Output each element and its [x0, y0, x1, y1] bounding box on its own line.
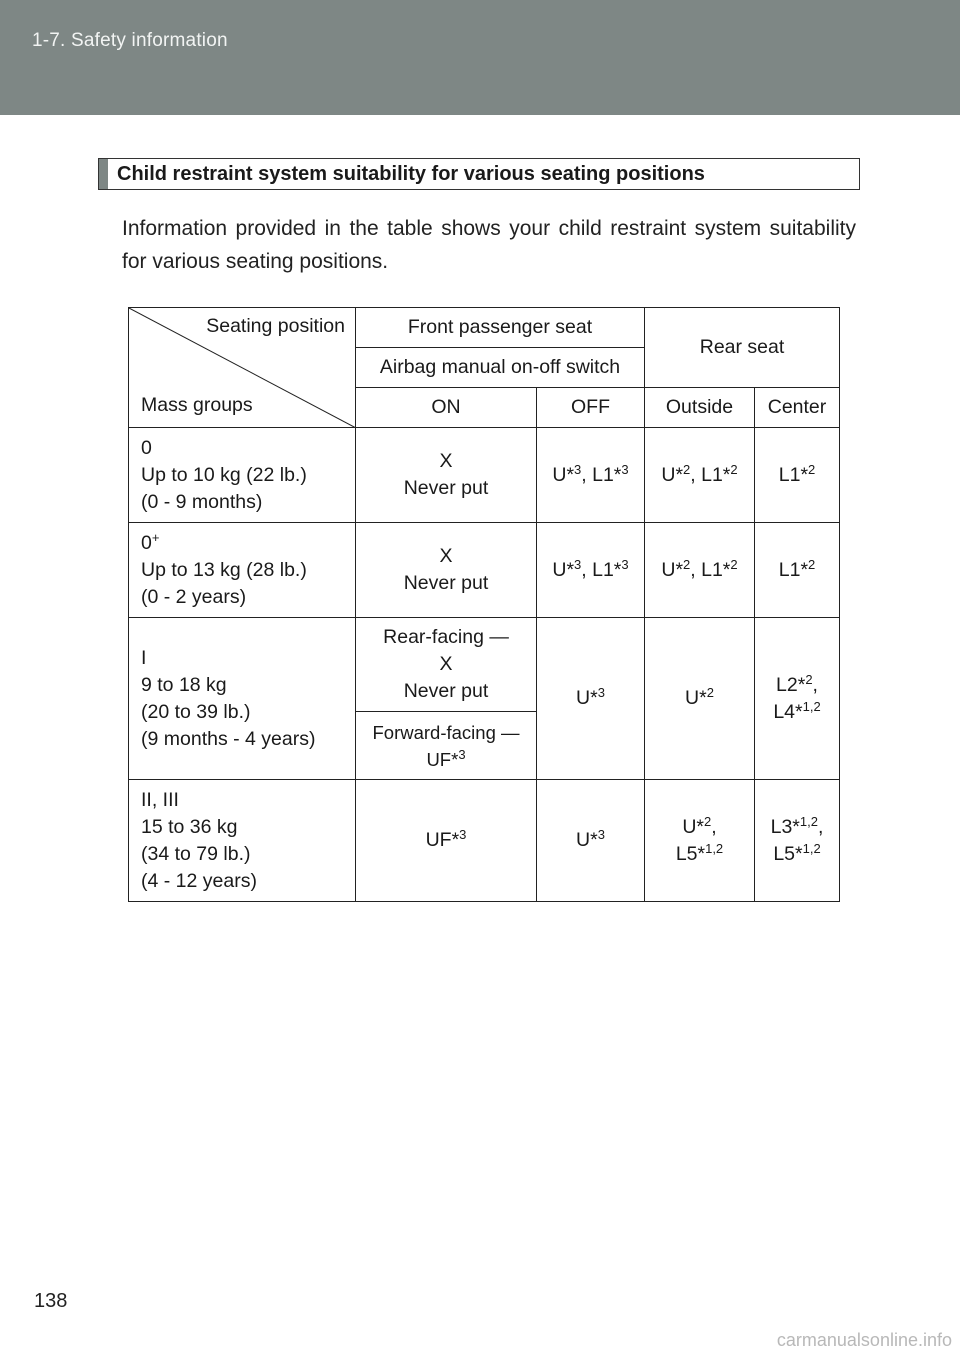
col-center-header: Center	[755, 388, 840, 428]
outside-cell: U*$^2$, L5*$^{1,2}$	[645, 780, 755, 902]
front-passenger-seat-header: Front passenger seat	[356, 308, 645, 348]
page-header	[0, 0, 960, 115]
center-cell: L3*$^{1,2}$, L5*$^{1,2}$	[755, 780, 840, 902]
table-row	[129, 618, 840, 712]
outside-cell: U*$^2$	[645, 618, 755, 780]
center-cell: L1*$^2$	[755, 523, 840, 618]
mass-group-cell: 0+ Up to 13 kg (28 lb.) (0 - 2 years)	[129, 523, 356, 618]
center-cell: L1*$^2$	[755, 428, 840, 523]
mass-group-cell: I 9 to 18 kg (20 to 39 lb.) (9 months - 4 years)	[129, 618, 356, 780]
outside-cell: U*$^2$, L1*$^2$	[645, 428, 755, 523]
intro-paragraph: Information provided in the table shows your child restraint system suitability for various seating positions.	[122, 217, 856, 273]
watermark: carmanualsonline.info	[776, 1330, 952, 1350]
section-heading	[98, 158, 860, 190]
on-forward-facing-cell: Forward-facing — UF*$^3$	[356, 712, 537, 780]
page-number: 138	[34, 1290, 68, 1312]
seating-position-label: Seating position	[206, 315, 345, 337]
center-cell: L2*$^2$, L4*$^{1,2}$	[755, 618, 840, 780]
mass-group-cell: II, III 15 to 36 kg (34 to 79 lb.) (4 - 12 years)	[129, 780, 356, 902]
col-on-header: ON	[356, 388, 537, 428]
table-row	[129, 523, 840, 618]
col-off-header: OFF	[537, 388, 645, 428]
off-cell: U*$^3$	[537, 780, 645, 902]
off-cell: U*$^3$, L1*$^3$	[537, 523, 645, 618]
section-title: Child restraint system suitability for various seating positions	[117, 163, 705, 185]
table-corner-cell	[129, 308, 356, 428]
on-rear-facing-cell: Rear-facing — X Never put	[356, 618, 537, 712]
col-outside-header: Outside	[645, 388, 755, 428]
table-row	[129, 780, 840, 902]
off-cell: U*$^3$, L1*$^3$	[537, 428, 645, 523]
on-cell: X Never put	[356, 428, 537, 523]
rear-seat-header: Rear seat	[645, 308, 840, 388]
mass-groups-label: Mass groups	[141, 394, 253, 416]
mass-group-cell: 0 Up to 10 kg (22 lb.) (0 - 9 months)	[129, 428, 356, 523]
outside-cell: U*$^2$, L1*$^2$	[645, 523, 755, 618]
table-row	[129, 428, 840, 523]
airbag-switch-header: Airbag manual on-off switch	[356, 348, 645, 388]
on-cell: UF*$^3$	[356, 780, 537, 902]
off-cell: U*$^3$	[537, 618, 645, 780]
on-cell: X Never put	[356, 523, 537, 618]
section-heading-accent	[99, 159, 108, 189]
chapter-title: 1-7. Safety information	[32, 30, 228, 51]
suitability-table	[128, 307, 840, 902]
